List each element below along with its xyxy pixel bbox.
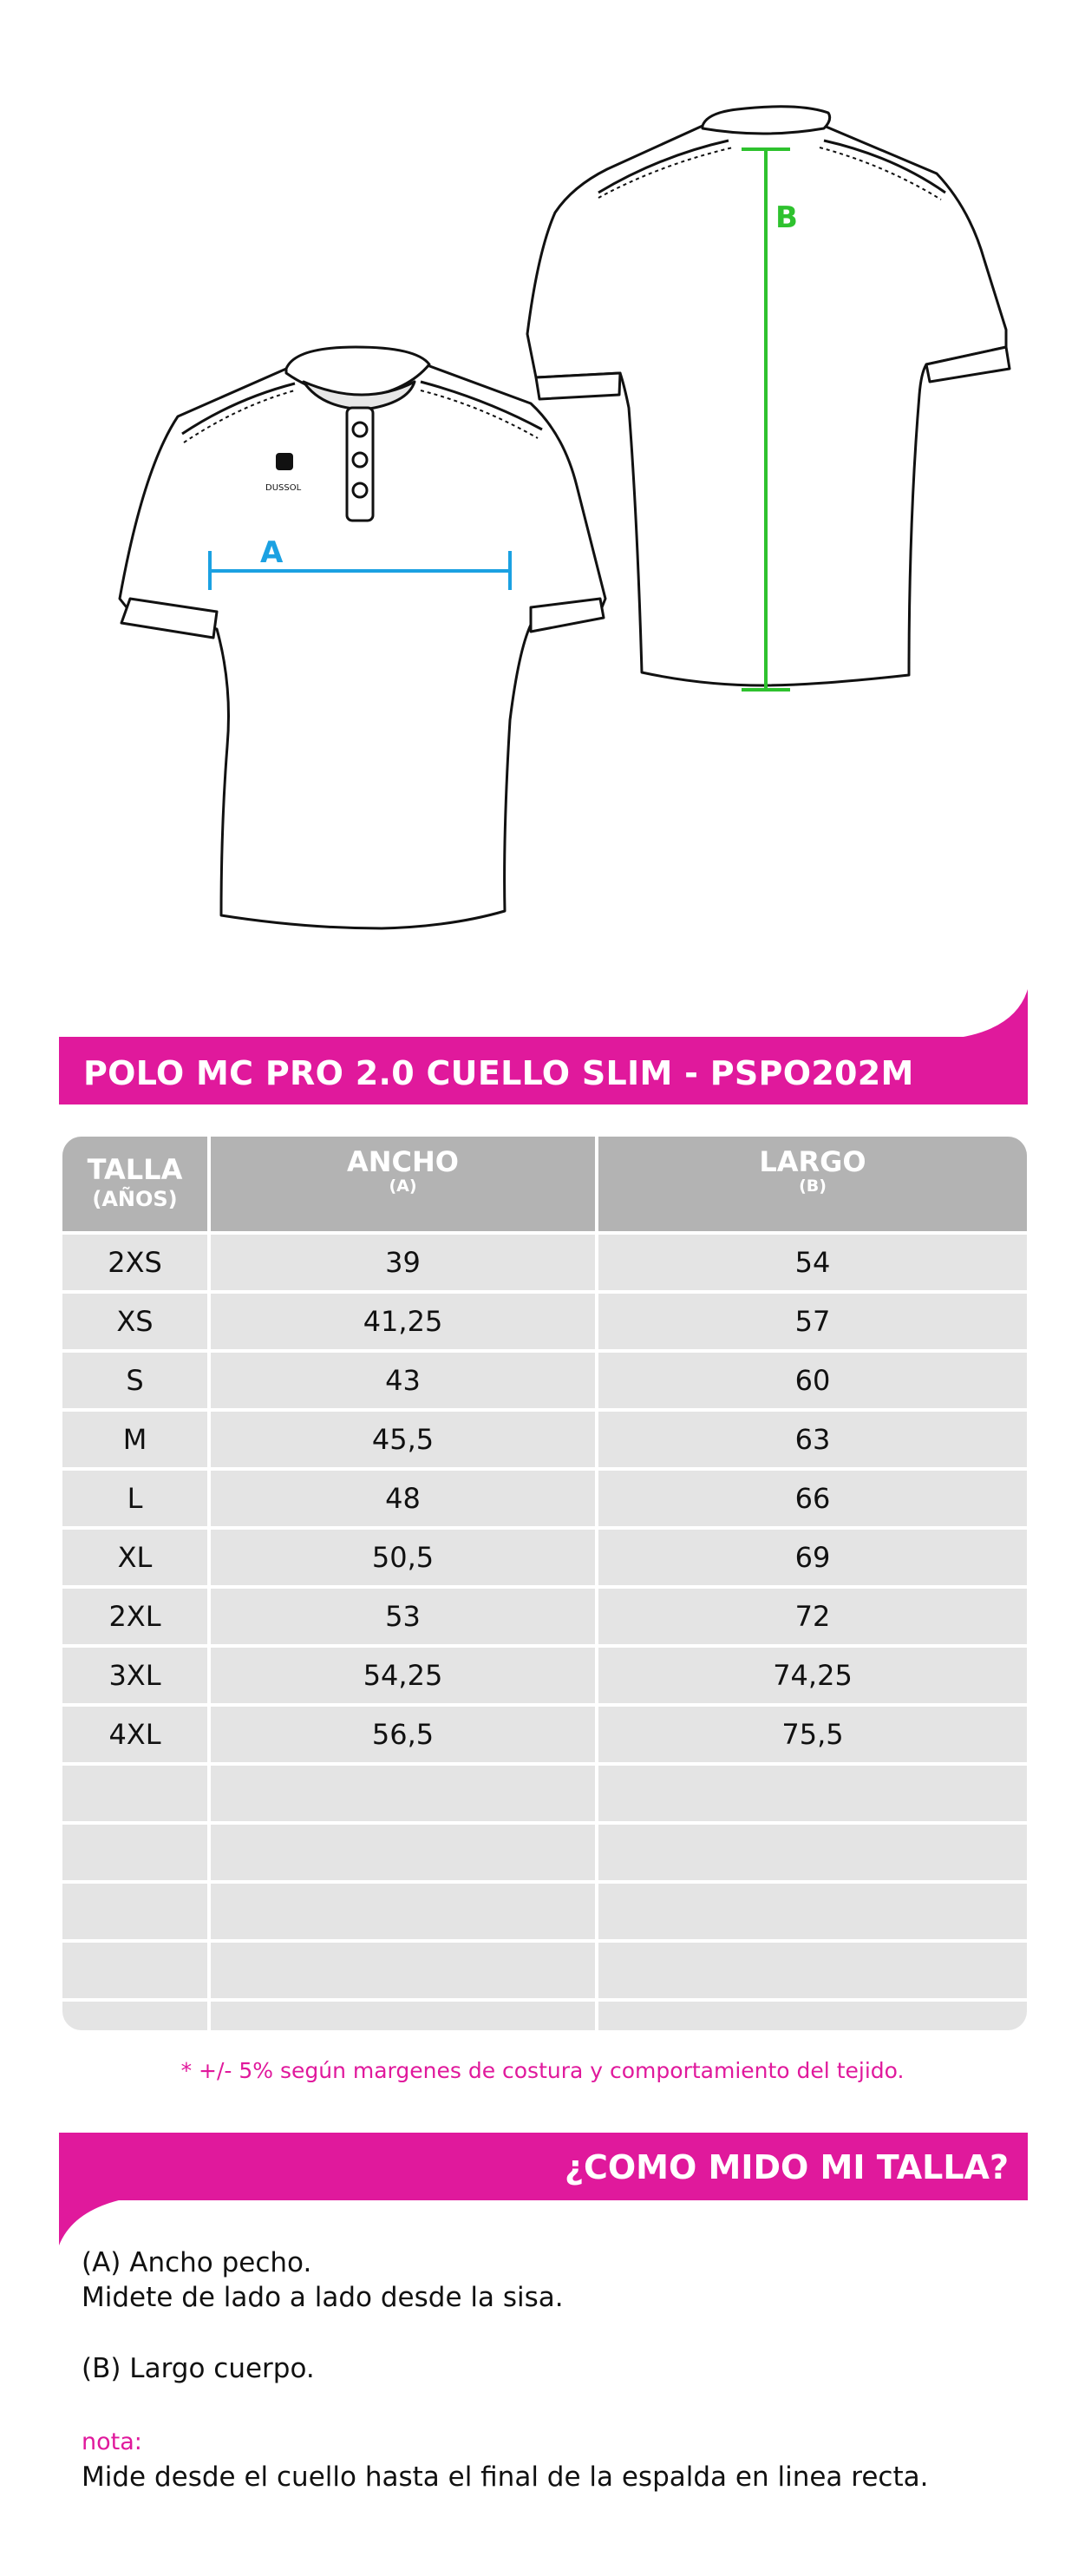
instruction-b-title: (B) Largo cuerpo.: [82, 2353, 315, 2384]
cell-ancho: 41,25: [209, 1292, 597, 1351]
cell-ancho: 43: [209, 1351, 597, 1410]
table-row: [62, 1410, 1027, 1469]
table-row: [62, 1587, 1027, 1646]
instruction-a: [82, 2245, 564, 2315]
cell-size: L: [62, 1469, 209, 1528]
table-header-row: [62, 1137, 1027, 1233]
cell-ancho: 50,5: [209, 1528, 597, 1587]
cell-size: XS: [62, 1292, 209, 1351]
cell-ancho: 54,25: [209, 1646, 597, 1705]
cell-ancho: 48: [209, 1469, 597, 1528]
table-row: [62, 1705, 1027, 1764]
header-talla: TALLA (AÑOS): [62, 1137, 209, 1233]
product-title: POLO MC PRO 2.0 CUELLO SLIM - PSPO202M: [83, 1054, 914, 1092]
how-swoosh: [59, 2195, 154, 2247]
cell-size: 4XL: [62, 1705, 209, 1764]
cell-largo: 54: [597, 1233, 1027, 1292]
table-row-empty: [62, 1882, 1027, 1941]
table-row: [62, 1528, 1027, 1587]
table-row: [62, 1351, 1027, 1410]
nota-label: nota:: [82, 2429, 142, 2455]
instruction-b: [82, 2351, 315, 2386]
brand-logo-icon: [276, 453, 293, 470]
tolerance-note: * +/- 5% según margenes de costura y comportamiento del tejido.: [180, 2058, 905, 2083]
cell-largo: 75,5: [597, 1705, 1027, 1764]
cell-largo: 72: [597, 1587, 1027, 1646]
table-row-empty: [62, 2000, 1027, 2030]
instruction-a-text: Midete de lado a lado desde la sisa.: [82, 2282, 564, 2313]
polo-illustration: [0, 0, 1085, 989]
cell-size: 2XS: [62, 1233, 209, 1292]
cell-size: S: [62, 1351, 209, 1410]
brand-logo-text: DUSSOL: [265, 483, 302, 493]
cell-largo: 66: [597, 1469, 1027, 1528]
cell-ancho: 45,5: [209, 1410, 597, 1469]
size-table: [62, 1137, 1027, 2030]
table-row: [62, 1233, 1027, 1292]
cell-largo: 69: [597, 1528, 1027, 1587]
instruction-nota: [82, 2425, 928, 2494]
how-to-measure-title: ¿COMO MIDO MI TALLA?: [564, 2148, 1009, 2186]
cell-size: M: [62, 1410, 209, 1469]
table-row: [62, 1292, 1027, 1351]
measure-a-label: A: [260, 535, 284, 570]
table-row: [62, 1469, 1027, 1528]
cell-ancho: 56,5: [209, 1705, 597, 1764]
title-swoosh: [945, 989, 1032, 1041]
how-to-measure-bar: [59, 2133, 1028, 2200]
cell-size: 2XL: [62, 1587, 209, 1646]
nota-text: Mide desde el cuello hasta el final de la espalda en linea recta.: [82, 2461, 929, 2493]
table-row-empty: [62, 1941, 1027, 2000]
cell-ancho: 53: [209, 1587, 597, 1646]
polo-front-view: [120, 347, 605, 928]
cell-size: XL: [62, 1528, 209, 1587]
cell-largo: 74,25: [597, 1646, 1027, 1705]
table-row-empty: [62, 1823, 1027, 1882]
cell-largo: 63: [597, 1410, 1027, 1469]
table-row: [62, 1646, 1027, 1705]
cell-largo: 60: [597, 1351, 1027, 1410]
table-row-empty: [62, 1764, 1027, 1823]
header-largo: LARGO (B): [597, 1137, 1027, 1233]
cell-largo: 57: [597, 1292, 1027, 1351]
header-ancho: ANCHO (A): [209, 1137, 597, 1233]
product-title-bar: [59, 1037, 1028, 1104]
instruction-a-title: (A) Ancho pecho.: [82, 2247, 312, 2278]
cell-size: 3XL: [62, 1646, 209, 1705]
measure-b-label: B: [775, 200, 798, 235]
cell-ancho: 39: [209, 1233, 597, 1292]
